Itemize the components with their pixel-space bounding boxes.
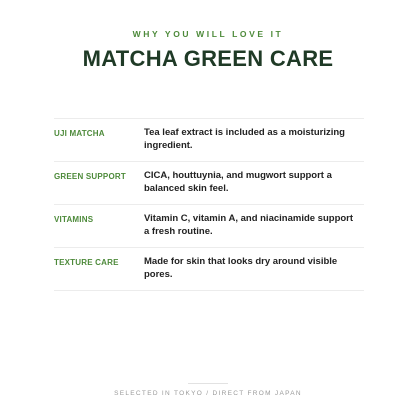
feature-label: GREEN SUPPORT [54,172,126,181]
footer-divider [188,383,228,384]
feature-row-texture-care [54,248,364,291]
feature-list [54,118,364,291]
feature-label: VITAMINS [54,215,94,224]
section-eyebrow: WHY YOU WILL LOVE IT [132,29,284,39]
page-title: MATCHA GREEN CARE [82,46,334,71]
footer-text: SELECTED IN TOKYO / DIRECT FROM JAPAN [114,390,302,397]
feature-description: Made for skin that looks dry around visible pores. [144,256,338,280]
feature-description: Tea leaf extract is included as a moisturizing ingredient. [144,127,345,151]
feature-description: Vitamin C, vitamin A, and niacinamide support a fresh routine. [144,213,354,237]
feature-row-green-support [54,162,364,205]
feature-row-vitamins [54,205,364,248]
feature-row-uji-matcha [54,119,364,162]
feature-description: CICA, houttuynia, and mugwort support a balanced skin feel. [144,170,332,194]
feature-label: TEXTURE CARE [54,258,119,267]
feature-label: UJI MATCHA [54,129,105,138]
